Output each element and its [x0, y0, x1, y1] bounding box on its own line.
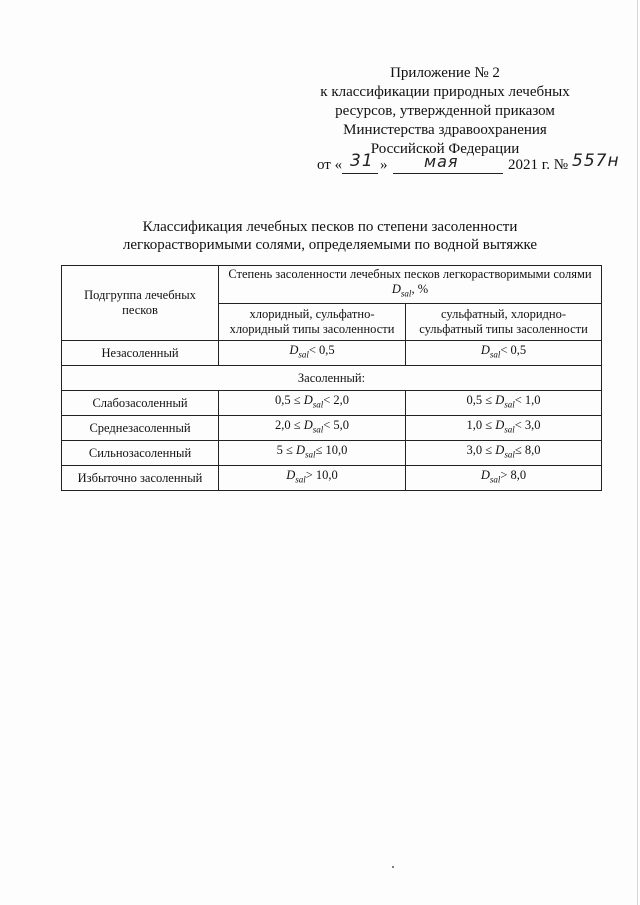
table-row	[62, 441, 602, 466]
order-prefix: от «	[317, 157, 343, 173]
classification-table	[61, 265, 602, 491]
chloride-value: $D_{sal}> 10,0$	[219, 466, 406, 491]
col-chloride-header: хлоридный, сульфатно-хлоридный типы засоленности	[219, 304, 406, 341]
appendix-line: Российской Федерации	[370, 141, 520, 157]
table-row	[62, 391, 602, 416]
appendix-line: ресурсов, утвержденной приказом	[335, 103, 555, 119]
degree-header	[219, 266, 602, 304]
table-row	[62, 466, 602, 491]
order-date-line	[296, 150, 626, 180]
appendix-header	[300, 64, 590, 159]
section-row	[62, 366, 602, 391]
table-row	[62, 416, 602, 441]
title-line: Классификация лечебных песков по степени засоленности	[142, 219, 518, 235]
order-month: мая	[424, 152, 459, 171]
chloride-value: $2,0 \le D_{sal}< 5,0$	[219, 416, 406, 441]
degree-unit: , %	[411, 282, 429, 297]
sulfate-value: $1,0 \le D_{sal}< 3,0$	[406, 416, 602, 441]
month-underline	[393, 173, 503, 174]
sulfate-value: $3,0 \le D_{sal}\le 8,0$	[406, 441, 602, 466]
row-name: Слабозасоленный	[62, 391, 219, 416]
day-underline	[342, 173, 378, 174]
row-name: Незасоленный	[62, 341, 219, 366]
chloride-value: $0,5 \le D_{sal}< 2,0$	[219, 391, 406, 416]
title-line: легкорастворимыми солями, определяемыми по водной вытяжке	[122, 237, 538, 253]
row-name: Сильнозасоленный	[62, 441, 219, 466]
chloride-value: $5 \le D_{sal}\le 10,0$	[219, 441, 406, 466]
document-title	[60, 218, 600, 254]
chloride-value: $D_{sal}< 0,5$	[219, 341, 406, 366]
order-quote-close: »	[380, 157, 388, 173]
degree-symbol: $D_{sal}$	[391, 282, 412, 299]
sulfate-value: $0,5 \le D_{sal}< 1,0$	[406, 391, 602, 416]
subgroup-header: Подгруппа лечебных песков	[62, 266, 219, 341]
sulfate-value: $D_{sal}< 0,5$	[406, 341, 602, 366]
table-row	[62, 341, 602, 366]
order-day: 31	[350, 151, 374, 171]
order-year-text: 2021 г. №	[508, 157, 569, 173]
scan-speck	[392, 866, 394, 868]
degree-header-text: Степень засоленности лечебных песков легкорастворимыми солями	[228, 267, 592, 282]
section-salted: Засоленный:	[62, 366, 602, 391]
col-sulfate-header: сульфатный, хлоридно-сульфатный типы засоленности	[406, 304, 602, 341]
row-name: Избыточно засоленный	[62, 466, 219, 491]
sulfate-value: $D_{sal}> 8,0$	[406, 466, 602, 491]
row-name: Среднезасоленный	[62, 416, 219, 441]
page-edge	[637, 0, 638, 905]
appendix-line: Министерства здравоохранения	[343, 122, 547, 138]
appendix-line: к классификации природных лечебных	[320, 84, 570, 100]
appendix-line: Приложение № 2	[390, 65, 500, 81]
order-number: 557н	[572, 151, 620, 171]
